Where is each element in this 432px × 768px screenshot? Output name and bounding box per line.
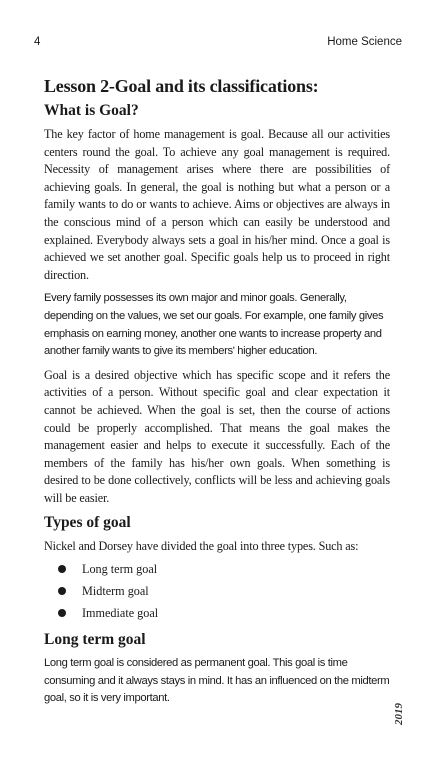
- paragraph: Every family possesses its own major and minor goals. Generally, depending on the values, we set our goals. For example, one family gives emphasis on earning money, another one wants to increase property and another family wants to give its members' higher education.: [44, 292, 384, 358]
- page-content: [44, 74, 390, 714]
- bullet-icon: [58, 587, 66, 595]
- paragraph: Goal is a desired objective which has specific scope and it refers the activities of a person. Without specific goal and clear expectation it cannot be achieved. When the goal is set, then the course of actions could be properly accomplished. That means the goal makes the management easier and helps to execute it successfully. Each of the members of the family has his/her own goals. When something is desired to be done collectively, conflicts will be less and achieving goals will be easier.: [44, 367, 390, 505]
- list-item-label: Long term goal: [82, 562, 158, 577]
- list-item-label: Midterm goal: [82, 584, 149, 599]
- bullet-icon: [58, 565, 66, 573]
- paragraph: The key factor of home management is goal. Because all our activities centers round the goal. To achieve any goal management is required. Necessity of management arises where there are possibilities of achieving goals. In general, the goal is nothing but what a person or a family wants to do or wants to achieve. Aims or objectives are always in the conscious mind of a person which can easily be understood and explained. Everybody always sets a goal in his/her mind. Once a goal is achieved we set another goal. Specific goals help us to proceed in right direction.: [44, 127, 390, 282]
- paragraph: Long term goal is considered as permanent goal. This goal is time consuming and it always stays in mind. It has an influenced on the midterm goal, so it is very important.: [44, 657, 390, 705]
- list-item: [58, 580, 390, 602]
- section-heading-long-term-goal: Long term goal: [44, 631, 146, 649]
- page-header: [28, 36, 402, 54]
- running-title: Home Science: [327, 36, 402, 48]
- bullet-icon: [58, 609, 66, 617]
- page-number: 4: [34, 36, 41, 48]
- side-year-label: 2019: [393, 703, 405, 725]
- goal-types-list: [58, 558, 390, 624]
- section-heading-what-is-goal: What is Goal?: [44, 102, 139, 119]
- list-item-label: Immediate goal: [82, 606, 159, 621]
- list-item: [58, 558, 390, 580]
- section-heading-types-of-goal: Types of goal: [44, 514, 131, 532]
- lesson-title: Lesson 2-Goal and its classifications:: [44, 76, 319, 96]
- types-intro: Nickel and Dorsey have divided the goal into three types. Such as:: [44, 539, 359, 554]
- list-item: [58, 602, 390, 624]
